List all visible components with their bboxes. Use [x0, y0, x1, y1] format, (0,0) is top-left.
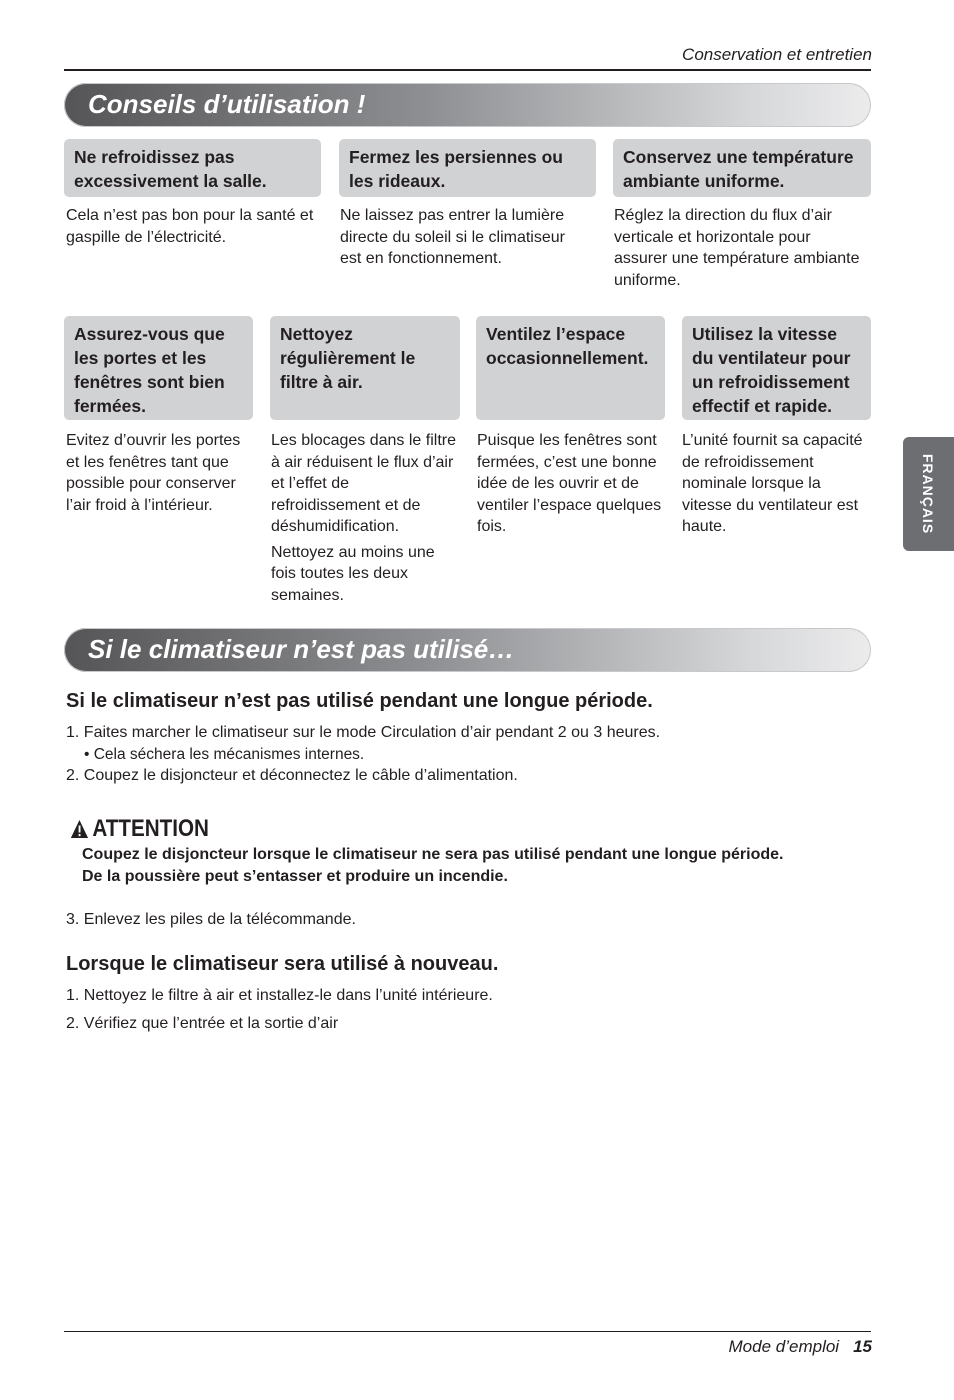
header-rule	[64, 69, 871, 71]
tip-text: L’unité fournit sa capacité de refroidissement nominale lorsque la vitesse du ventilateur est haute.	[682, 432, 863, 535]
tip-body-ventilate	[477, 430, 665, 538]
tip-heading-no-overcool: Ne refroidissez pas excessivement la salle.	[64, 139, 321, 197]
attention-title	[70, 814, 209, 844]
step-1-note: • Cela séchera les mécanismes internes.	[84, 746, 365, 763]
step-1: 1. Faites marcher le climatiseur sur le mode Circulation d’air pendant 2 ou 3 heures.	[66, 724, 661, 741]
tip-body-uniform-temp	[614, 205, 864, 291]
step-3: 3. Enlevez les piles de la télécommande.	[66, 911, 356, 928]
tip-heading-fan-speed: Utilisez la vitesse du ventilateur pour un refroidissement effectif et rapide.	[682, 316, 871, 420]
tip-text: Cela n’est pas bon pour la santé et gaspille de l’électricité.	[66, 207, 314, 246]
tip-text: Puisque les fenêtres sont fermées, c’est une bonne idée de les ouvrir et de ventiler l’espace quelques fois.	[477, 432, 662, 535]
tip-body-close-blinds	[340, 205, 590, 270]
tip-body-fan-speed	[682, 430, 870, 538]
subheading-long-period: Si le climatiseur n’est pas utilisé pendant une longue période.	[66, 690, 653, 712]
attention-line-1: Coupez le disjoncteur lorsque le climatiseur ne sera pas utilisé pendant une longue période.	[82, 846, 784, 863]
section-title-not-used: Si le climatiseur n’est pas utilisé…	[88, 634, 515, 664]
tip-heading-close-doors: Assurez-vous que les portes et les fenêtres sont bien fermées.	[64, 316, 253, 420]
footer-rule	[64, 1331, 871, 1332]
tip-heading-close-blinds: Fermez les persiennes ou les rideaux.	[339, 139, 596, 197]
running-header: Conservation et entretien	[682, 45, 872, 64]
tip-text: Réglez la direction du flux d’air verticale et horizontale pour assurer une température ambiante uniforme.	[614, 207, 860, 289]
language-tab-label: FRANÇAIS	[920, 453, 936, 535]
tip-text: Nettoyez au moins une fois toutes les deux semaines.	[271, 543, 435, 604]
section-title-tips: Conseils d’utilisation !	[88, 89, 366, 119]
section-bar-tips	[64, 83, 871, 127]
tip-heading-ventilate: Ventilez l’espace occasionnellement.	[476, 316, 665, 420]
tip-body-close-doors	[66, 430, 252, 516]
warning-triangle-icon	[70, 819, 89, 839]
page-number: 15	[853, 1337, 872, 1356]
tip-text: Les blocages dans le filtre à air réduisent le flux d’air et l’effet de refroidissement et de déshumidification.	[271, 432, 456, 535]
footer-label: Mode d’emploi	[728, 1337, 840, 1356]
tip-body-no-overcool	[66, 205, 316, 248]
footer	[729, 1337, 872, 1357]
language-tab	[903, 437, 954, 551]
reuse-step-2: 2. Vérifiez que l’entrée et la sortie d’air	[66, 1015, 339, 1032]
attention-label: ATTENTION	[92, 815, 209, 842]
tip-text: Evitez d’ouvrir les portes et les fenêtres tant que possible pour conserver l’air froid à l’intérieur.	[66, 432, 241, 514]
reuse-step-1: 1. Nettoyez le filtre à air et installez-le dans l’unité intérieure.	[66, 987, 493, 1004]
subheading-reuse: Lorsque le climatiseur sera utilisé à nouveau.	[66, 953, 499, 975]
tip-body-clean-filter	[271, 430, 459, 606]
section-bar-not-used	[64, 628, 871, 672]
attention-line-2: De la poussière peut s’entasser et produire un incendie.	[82, 868, 508, 885]
tip-heading-clean-filter: Nettoyez régulièrement le filtre à air.	[270, 316, 460, 420]
step-2: 2. Coupez le disjoncteur et déconnectez le câble d’alimentation.	[66, 767, 518, 784]
tip-text: Ne laissez pas entrer la lumière directe du soleil si le climatiseur est en fonctionnement.	[340, 207, 565, 267]
tip-heading-uniform-temp: Conservez une température ambiante uniforme.	[613, 139, 871, 197]
